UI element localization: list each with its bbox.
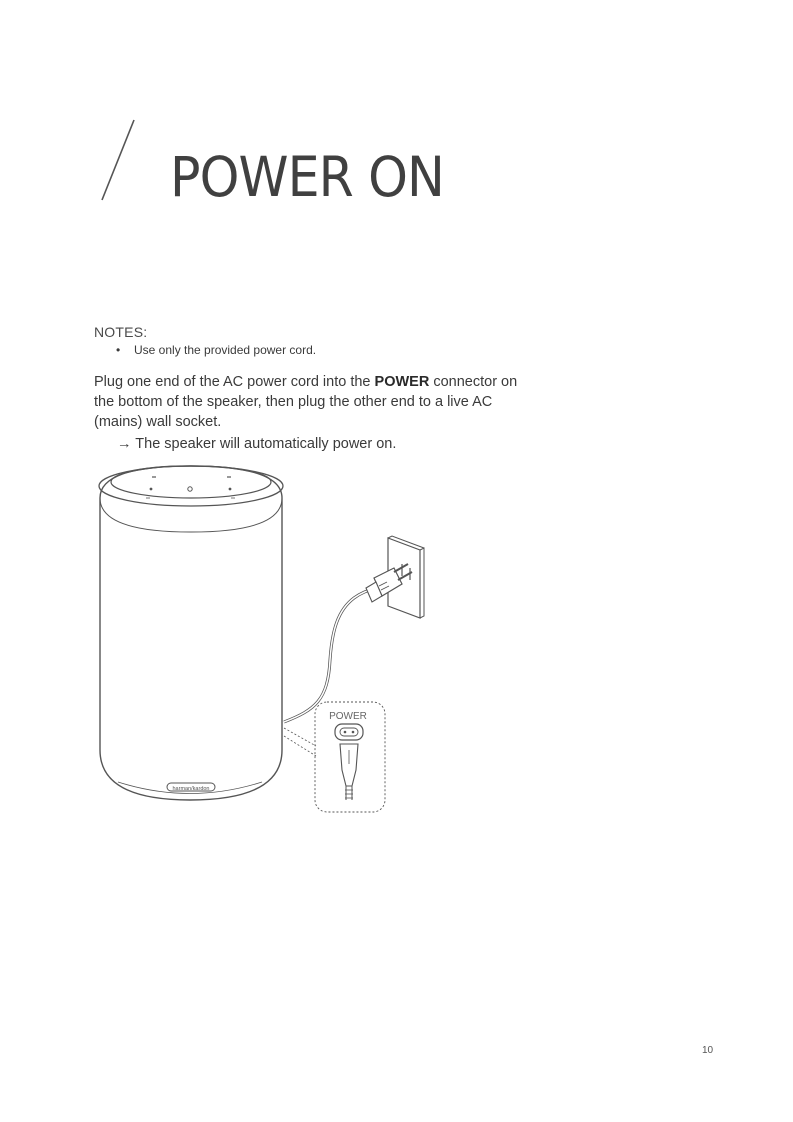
title-slash-decoration: [98, 118, 138, 202]
instruction-text-1: Plug one end of the AC power cord into the: [94, 374, 375, 390]
note-text: Use only the provided power cord.: [134, 343, 317, 357]
brand-logo-text: harman/kardon: [172, 786, 210, 792]
instruction-bold-power: POWER: [374, 374, 430, 390]
notes-heading: NOTES:: [94, 324, 148, 340]
plug-icon: [366, 564, 412, 602]
note-item: [116, 343, 316, 357]
page-title: POWER ON: [170, 145, 444, 209]
power-port-label: POWER: [329, 711, 367, 722]
power-port-callout: [315, 702, 385, 812]
result-line: [117, 436, 396, 452]
note-bullet: •: [116, 343, 121, 357]
result-text: The speaker will automatically power on.: [131, 436, 397, 452]
instruction-paragraph: [94, 372, 534, 432]
speaker-power-illustration: [90, 460, 450, 820]
instruction-text-2: connector on the bottom of the speaker, then plug the other end to a live AC (mains) wall socket.: [94, 374, 518, 430]
page-number: 10: [702, 1045, 714, 1056]
result-arrow-icon: →: [117, 436, 132, 452]
speaker-icon: [99, 466, 283, 800]
